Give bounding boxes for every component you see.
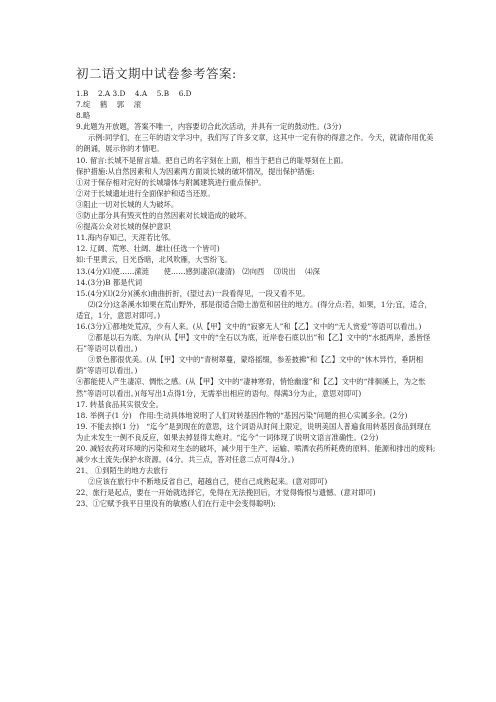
answer-line: 13.(4分)⑴使……潆涟 使……感到凄凉(凄清) ⑵向西 ⑶说出 ⑷深: [76, 266, 320, 276]
answer-line: ②对于长城遗址进行全面保护和适当还原。: [76, 188, 215, 198]
answer-line: ⑵(2分)这条溪水如果在荒山野外，那是很适合隐士游览和居住的地方。(得分点:若，如果，1分;宜，适合，适宜，1分，意思对即可。): [76, 299, 432, 320]
answer-line: 1.B 2.A 3.D 4.A 5.B 6.D: [76, 89, 192, 98]
answer-line: ③景色都很优美。(从【甲】文中的“青树翠蔓，蒙络摇缀，参差披拂”和【乙】文中的“休木异竹，垂阴相荫”等语可以看出。): [76, 355, 424, 376]
answer-line: 21、 ①到陌生的地方去旅行: [76, 466, 168, 476]
answer-line: 23、①它赋予我平日里没有的敏感(人们在行走中会变得聪明);: [76, 499, 276, 509]
answer-line: 22、旅行是起点，要在一开始就选择它，免得在无法挽回后，才觉得悔恨与遗憾。(意对即可): [76, 488, 376, 498]
answer-line: 19. 不能去掉(1 分) “迄今”是到现在的意思，这个词语从时间上限定，说明美国人普遍食用转基因食品到现在为止未发生一例不良反应，如果去掉显得太绝对。“迄今”一词体现了说明文语言准确性。(2分): [76, 421, 432, 442]
answer-line: 示例:同学们，在三年的语文学习中，我们写了许多文章，这其中一定有你的得意之作。今天，就请你用优美的朗诵，展示你的才情吧。: [76, 133, 434, 154]
answer-line: 7.绽 鹤 郭 滚: [76, 100, 141, 110]
answer-line: 16.(3分)①都地处荒凉，少有人来。(从【甲】文中的“寂寥无人”和【乙】文中的“无人赏爱”等语可以看出。): [76, 321, 422, 331]
answer-line: 11.海内存知己，天涯若比邻。: [76, 233, 176, 243]
answer-line: ②应该在旅行中不断地反省自己，超越自己，使自己成熟起来。(意对即可): [88, 477, 328, 487]
answer-line: 15.(4分)⑴(2分)(溪水)曲曲折折，(望过去)一段看得见，一段又看不见。: [76, 288, 310, 298]
answer-line: 10. 留言:长城不是留言墙。把自己的名字刻在上面，相当于把自己的耻辱刻在上面。: [76, 155, 348, 165]
answer-line: ②都是以石为底、为岸(从【甲】文中的“全石以为底，近岸卷石底以出”和【乙】文中的“水抵两岸，悉皆怪石”等语可以看出。): [76, 333, 431, 354]
answer-line: ⑤防止部分具有毁灭性的自然因素对长城造成的破坏。: [76, 211, 252, 221]
page-title: 初二语文期中试卷参考答案:: [76, 66, 237, 81]
answer-line: 如:千里黄云，日光昏暗，北风吹雁，大雪纷飞。: [76, 255, 232, 265]
answer-line: ③阻止一切对长城的人为破坏。: [76, 199, 179, 209]
answer-line: ⑥提高公众对长城的保护意识: [76, 222, 171, 232]
answer-line: 9.此题为开放题，答案不唯一，内容要切合此次活动，并具有一定的鼓动性。(3分): [76, 122, 342, 132]
answer-body: [76, 88, 436, 510]
answer-line: 14.(3分)B 都是代词: [76, 277, 143, 287]
answer-line: ①对于保存相对完好的长城墙体与附属建筑进行重点保护。: [76, 177, 266, 187]
answer-line: 17. 转基食品其实很安全。: [76, 399, 163, 409]
answer-line: ④都能使人产生凄凉、惆怅之感。(从【甲】文中的“凄神寒骨，悄怆幽邃”和【乙】文中的“徘徊溪上，为之怅然”等语可以看出。)(每写出1点得1分，无需举出相应的语句。得满3分为止，意思对即可): [76, 377, 426, 398]
answer-line: 12. 辽阔、荒寒、壮阔、雄壮(任选一个皆可): [76, 244, 220, 254]
answer-line: 18. 举例子(1 分) 作用:生动具体地说明了人们对转基因作物的“基因污染”问题的担心实属多余。(2分): [76, 410, 408, 420]
answer-line: 保护措施:从自然因素和人为因素两方面谈长城的破坏情况，提出保护措施:: [76, 166, 315, 176]
answer-line: 20. 减轻农药对环境的污染和对生态的破坏，减少用于生产、运输、喷洒农药所耗费的原料、能源和排出的废料;减少水土流失;保护水资源。(4分。共三点，答对任意二点可得4分。): [76, 444, 436, 465]
answer-line: 8.略: [76, 111, 91, 121]
